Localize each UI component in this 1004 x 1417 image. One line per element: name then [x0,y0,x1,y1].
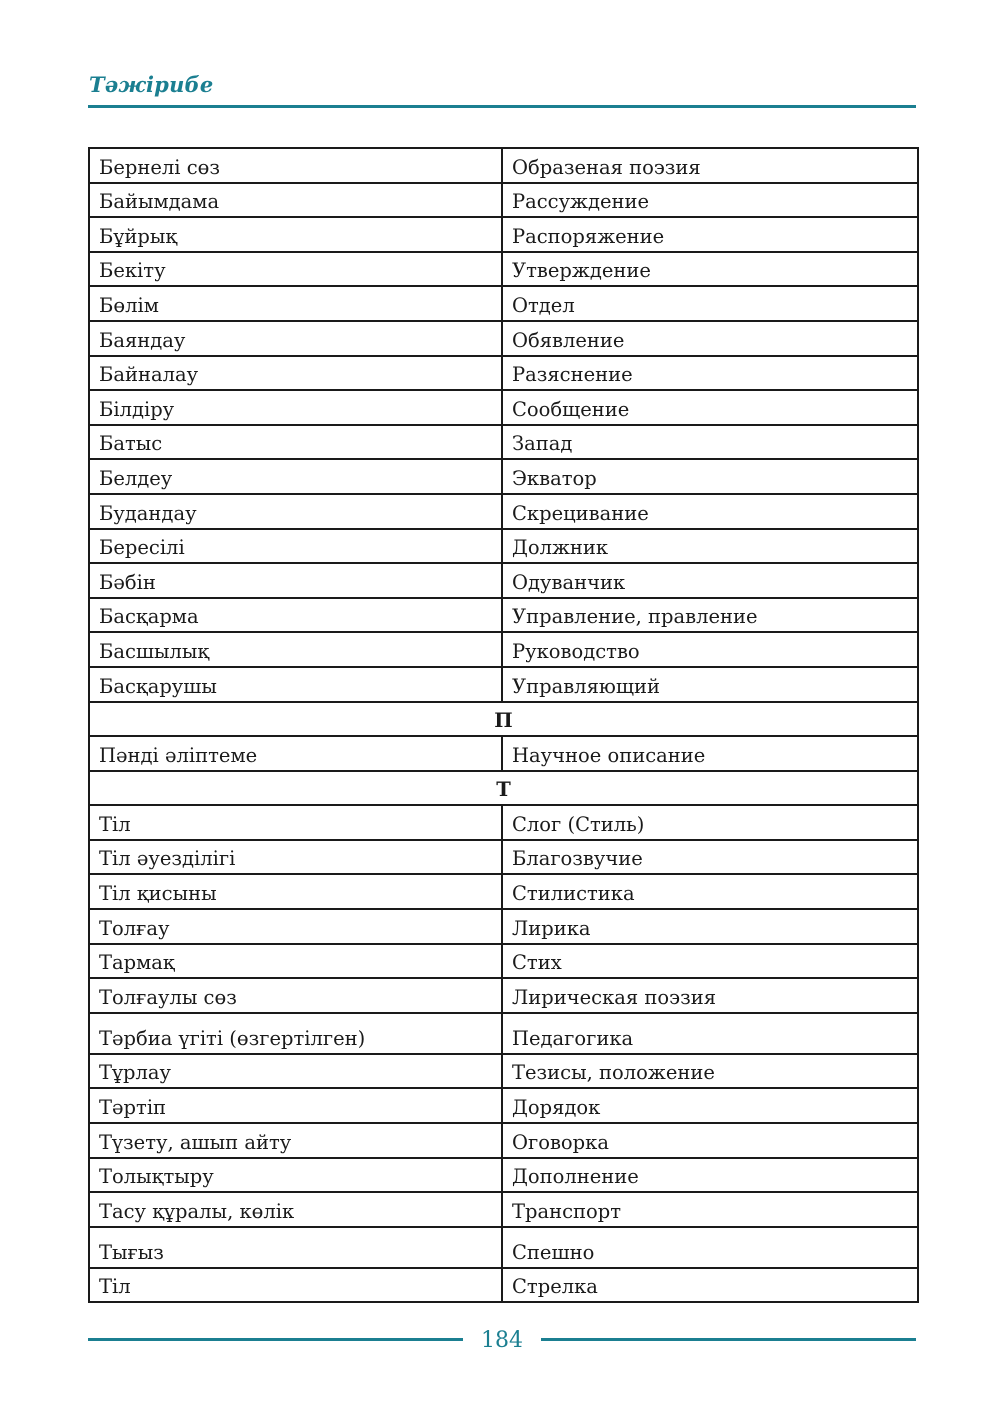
table-row [89,1054,918,1089]
term-russian: Экватор [502,459,918,494]
term-russian: Дорядок [502,1088,918,1123]
term-kazakh: Тіл қисыны [89,874,502,909]
footer-divider-left [88,1338,463,1341]
page-number: 184 [481,1328,523,1353]
table-row [89,598,918,633]
table-row [89,632,918,667]
term-russian: Управляющий [502,667,918,702]
table-row [89,148,918,183]
term-kazakh: Тұрлау [89,1054,502,1089]
table-row [89,978,918,1013]
term-russian: Научное описание [502,736,918,771]
term-russian: Распоряжение [502,217,918,252]
term-kazakh: Байымдама [89,183,502,218]
table-row [89,874,918,909]
table-row [89,1268,918,1303]
term-kazakh: Тәртіп [89,1088,502,1123]
term-kazakh: Бересілі [89,529,502,564]
term-russian: Спешно [502,1227,918,1268]
term-kazakh: Басшылық [89,632,502,667]
footer-divider-right [541,1338,916,1341]
term-kazakh: Тәрбиа үгіті (өзгертілген) [89,1013,502,1054]
term-russian: Одуванчик [502,563,918,598]
term-kazakh: Түзету, ашып айту [89,1123,502,1158]
term-russian: Оговорка [502,1123,918,1158]
term-russian: Транспорт [502,1192,918,1227]
table-row [89,805,918,840]
table-row [89,286,918,321]
term-russian: Слог (Стиль) [502,805,918,840]
term-russian: Разяснение [502,356,918,391]
table-row [89,944,918,979]
table-row [89,667,918,702]
term-russian: Лирическая поэзия [502,978,918,1013]
term-russian: Стих [502,944,918,979]
table-row [89,459,918,494]
table-row [89,390,918,425]
term-kazakh: Будандау [89,494,502,529]
term-russian: Должник [502,529,918,564]
term-russian: Стилистика [502,874,918,909]
term-kazakh: Тармақ [89,944,502,979]
table-row [89,563,918,598]
table-row [89,529,918,564]
term-kazakh: Толғаулы сөз [89,978,502,1013]
term-kazakh: Толғау [89,909,502,944]
section-letter-row [89,771,918,806]
term-russian: Руководство [502,632,918,667]
table-row [89,840,918,875]
term-kazakh: Белдеу [89,459,502,494]
table-row [89,321,918,356]
section-letter: Т [89,771,918,806]
term-kazakh: Тіл [89,1268,502,1303]
term-kazakh: Тіл [89,805,502,840]
table-row [89,1158,918,1193]
table-row [89,356,918,391]
term-kazakh: Баяндау [89,321,502,356]
term-kazakh: Бәбін [89,563,502,598]
term-russian: Образеная поэзия [502,148,918,183]
table-row [89,183,918,218]
term-kazakh: Тасу құралы, көлік [89,1192,502,1227]
table-row [89,1123,918,1158]
table-row [89,425,918,460]
term-kazakh: Білдіру [89,390,502,425]
term-russian: Сообщение [502,390,918,425]
term-russian: Обявление [502,321,918,356]
term-kazakh: Басқарушы [89,667,502,702]
header-divider [88,105,916,108]
term-russian: Лирика [502,909,918,944]
term-kazakh: Бөлім [89,286,502,321]
term-russian: Благозвучие [502,840,918,875]
term-kazakh: Бекіту [89,252,502,287]
glossary-table [88,147,919,1303]
term-russian: Стрелка [502,1268,918,1303]
section-letter-row [89,702,918,737]
term-kazakh: Бернелі сөз [89,148,502,183]
term-kazakh: Байналау [89,356,502,391]
table-row [89,252,918,287]
term-kazakh: Тіл әуезділігі [89,840,502,875]
term-russian: Тезисы, положение [502,1054,918,1089]
term-russian: Запад [502,425,918,460]
term-russian: Дополнение [502,1158,918,1193]
term-kazakh: Тығыз [89,1227,502,1268]
term-russian: Рассуждение [502,183,918,218]
table-row [89,1013,918,1054]
term-kazakh: Толықтыру [89,1158,502,1193]
term-kazakh: Батыс [89,425,502,460]
table-row [89,736,918,771]
term-russian: Управление, правление [502,598,918,633]
table-row [89,1192,918,1227]
table-row [89,909,918,944]
term-russian: Педагогика [502,1013,918,1054]
table-row [89,1088,918,1123]
term-kazakh: Бұйрық [89,217,502,252]
table-row [89,494,918,529]
glossary-body [89,148,918,1302]
table-row [89,1227,918,1268]
term-kazakh: Пәнді әліптеме [89,736,502,771]
term-russian: Отдел [502,286,918,321]
term-kazakh: Басқарма [89,598,502,633]
section-letter: П [89,702,918,737]
table-row [89,217,918,252]
page-header-title: Тәжірибе [89,72,214,97]
term-russian: Утверждение [502,252,918,287]
term-russian: Скрецивание [502,494,918,529]
